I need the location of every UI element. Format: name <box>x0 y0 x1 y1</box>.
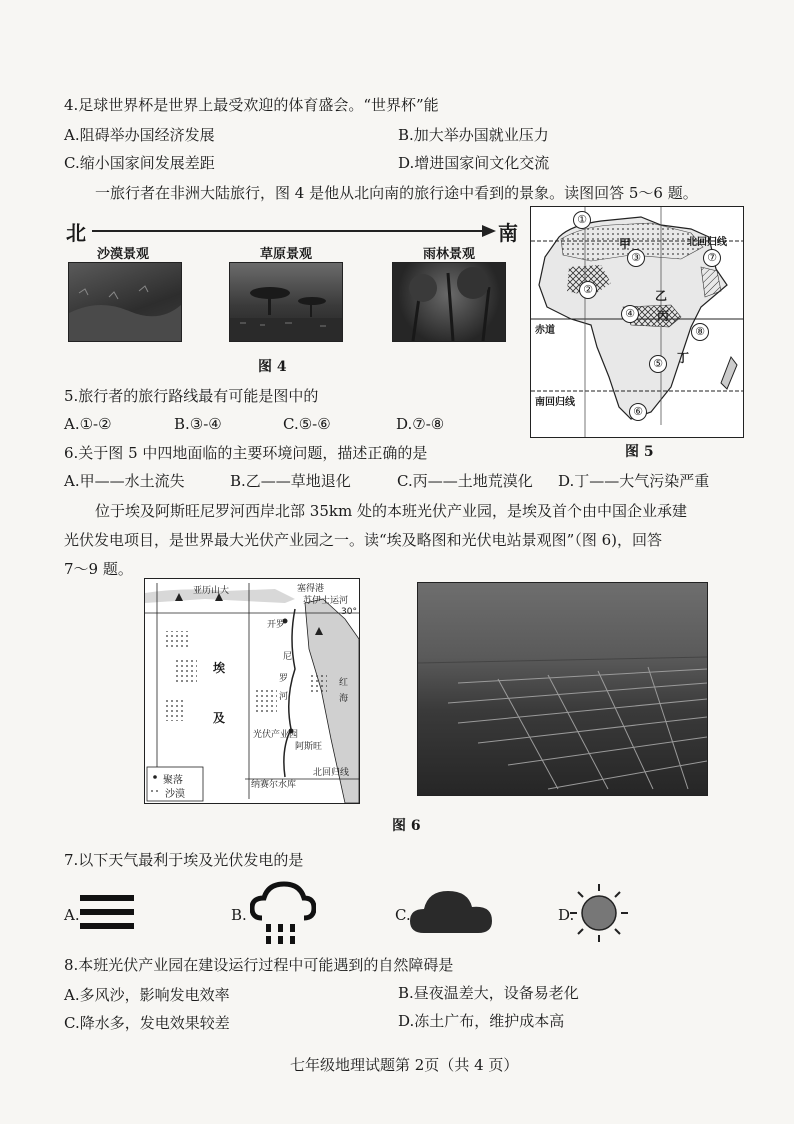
q6-option-b: B.乙——草地退化 <box>230 472 351 490</box>
q7-option-a-label: A. <box>64 906 80 924</box>
direction-arrow <box>92 230 484 232</box>
label-suez-canal: 苏伊士运河 <box>303 596 349 606</box>
label-tropic: 北回归线 <box>313 768 350 778</box>
q4-option-d: D.增进国家间文化交流 <box>398 154 550 172</box>
equator-label: 赤道 <box>535 325 555 336</box>
figure-5-caption: 图 5 <box>625 444 654 460</box>
figure-5-africa-map <box>530 206 744 438</box>
solar-plant-photo <box>417 582 708 796</box>
label-nile-3: 河 <box>279 692 289 702</box>
q8-stem: 8.本班光伏产业园在建设运行过程中可能遇到的自然障碍是 <box>64 956 454 974</box>
label-lat30: 30° <box>341 607 357 617</box>
tropic-cancer-label: 北回归线 <box>687 237 727 248</box>
intro-q7-9-line3: 7～9 题。 <box>64 560 133 578</box>
tropic-capricorn-label: 南回归线 <box>535 397 575 408</box>
q8-option-a: A.多风沙，影响发电效率 <box>64 986 230 1004</box>
marker-2: ② <box>579 281 597 299</box>
q5-option-a: A.①-② <box>64 415 112 433</box>
page-footer: 七年级地理试题第 2页（共 4 页） <box>290 1056 519 1074</box>
q4-option-c: C.缩小国家间发展差距 <box>64 154 215 172</box>
rain-icon <box>250 880 316 950</box>
figure-4-caption: 图 4 <box>258 359 287 375</box>
intro-q7-9-line1: 位于埃及阿斯旺尼罗河西岸北部 35km 处的本班光伏产业园，是埃及首个由中国企业承建 <box>95 502 687 520</box>
q8-option-d: D.冻土广布，维护成本高 <box>398 1012 565 1030</box>
q7-option-c-label: C. <box>395 906 411 924</box>
q5-option-b: B.③-④ <box>174 415 222 433</box>
intro-q7-9-line2: 光伏发电项目，是世界最大光伏产业园之一。读“埃及略图和光伏电站景观图”（图 6)，回答 <box>64 531 663 549</box>
q5-option-c: C.⑤-⑥ <box>283 415 331 433</box>
q5-option-d: D.⑦-⑧ <box>396 415 445 433</box>
grassland-photo <box>229 262 343 342</box>
marker-1: ① <box>573 211 591 229</box>
q8-option-b: B.昼夜温差大，设备易老化 <box>398 984 579 1002</box>
legend-settlement: 聚落 <box>163 775 183 786</box>
figure-6-egypt-map <box>144 578 360 804</box>
intro-q5-6: 一旅行者在非洲大陆旅行，图 4 是他从北向南的旅行途中看到的景象。读图回答 5～6 题。 <box>95 184 698 202</box>
legend-desert: 沙漠 <box>165 789 185 800</box>
label-cairo: 开罗 <box>267 620 286 630</box>
q4-option-b: B.加大举办国就业压力 <box>398 126 549 144</box>
arrow-head <box>482 225 496 237</box>
q4-stem: 4.足球世界杯是世界上最受欢迎的体育盛会。“世界杯”能 <box>64 96 439 114</box>
label-egypt-2: 及 <box>213 711 226 725</box>
q8-option-c: C.降水多，发电效果较差 <box>64 1014 230 1032</box>
label-alexandria: 亚历山大 <box>193 586 230 596</box>
marker-6: ⑥ <box>629 403 647 421</box>
region-jia: 甲 <box>619 237 632 251</box>
rainforest-label: 雨林景观 <box>423 247 476 262</box>
marker-4: ④ <box>621 305 639 323</box>
q5-stem: 5.旅行者的旅行路线最有可能是图中的 <box>64 387 319 405</box>
south-label: 南 <box>498 221 518 245</box>
marker-8: ⑧ <box>691 323 709 341</box>
rainforest-photo <box>392 262 506 342</box>
region-bing: 丙 <box>657 309 670 323</box>
grassland-label: 草原景观 <box>260 247 313 262</box>
marker-3: ③ <box>627 249 645 267</box>
label-nile-2: 罗 <box>279 674 289 684</box>
q7-option-b-label: B. <box>231 906 247 924</box>
north-label: 北 <box>66 221 86 245</box>
label-lake-nasser: 纳赛尔水库 <box>251 780 297 790</box>
region-yi: 乙 <box>655 289 668 303</box>
q6-option-c: C.丙——土地荒漠化 <box>397 472 533 490</box>
desert-label: 沙漠景观 <box>97 247 150 262</box>
label-pv-park: 光伏产业园 <box>253 730 299 740</box>
fog-icon <box>80 893 136 937</box>
region-ding: 丁 <box>677 351 690 365</box>
sunny-icon <box>568 882 630 948</box>
label-nile-1: 尼 <box>283 652 293 662</box>
q4-option-a: A.阻碍举办国经济发展 <box>64 126 215 144</box>
label-red-2: 海 <box>339 694 349 704</box>
q6-option-a: A.甲——水土流失 <box>64 472 185 490</box>
marker-5: ⑤ <box>649 355 667 373</box>
label-port-said: 塞得港 <box>297 584 325 594</box>
label-egypt-1: 埃 <box>213 661 226 675</box>
marker-7: ⑦ <box>703 249 721 267</box>
label-aswan: 阿斯旺 <box>295 742 323 752</box>
q6-stem: 6.关于图 5 中四地面临的主要环境问题，描述正确的是 <box>64 444 428 462</box>
q6-option-d: D.丁——大气污染严重 <box>558 472 710 490</box>
cloud-icon <box>410 885 494 941</box>
figure-6-caption: 图 6 <box>392 818 421 834</box>
q7-stem: 7.以下天气最利于埃及光伏发电的是 <box>64 851 304 869</box>
label-red-1: 红 <box>339 678 349 688</box>
q7-option-d-label: D. <box>558 906 575 924</box>
desert-photo <box>68 262 182 342</box>
